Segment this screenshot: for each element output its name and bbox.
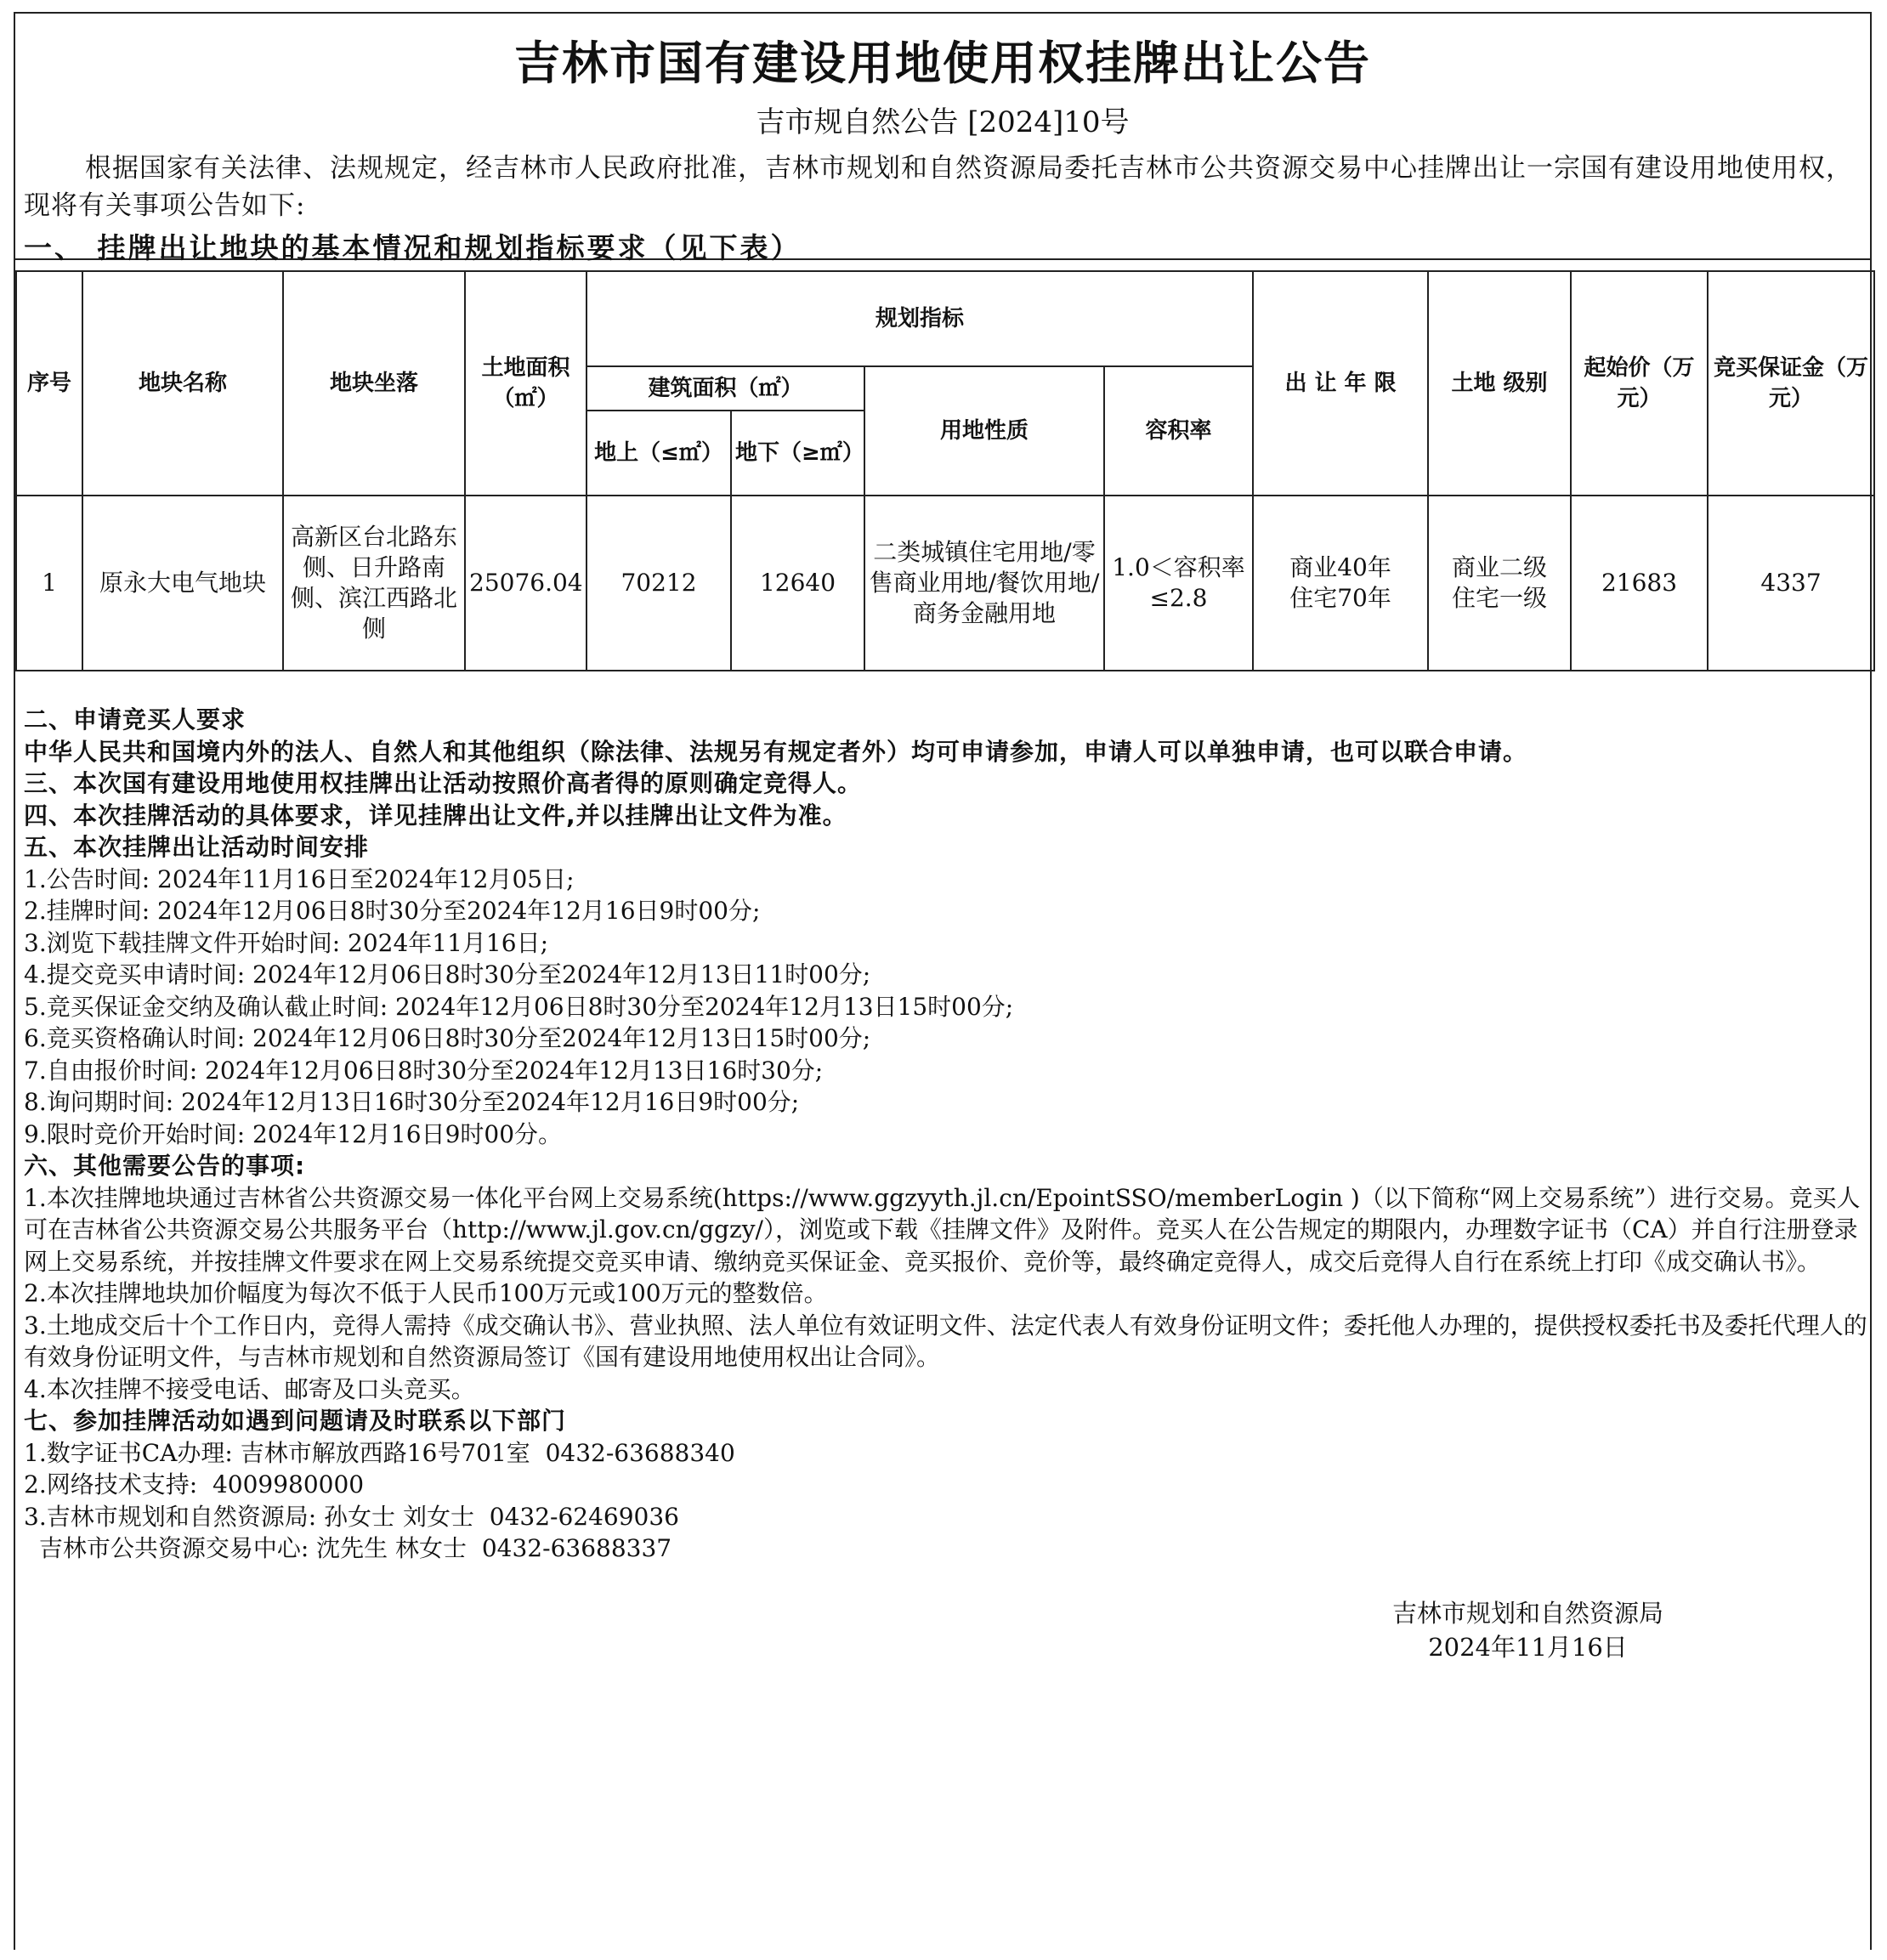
section-2-text: 中华人民共和国境内外的法人、自然人和其他组织（除法律、法规另有规定者外）均可申请参加，申请人可以单独申请，也可以联合申请。: [24, 737, 1528, 766]
notice-item: 1.本次挂牌地块通过吉林省公共资源交易一体化平台网上交易系统(https://www.ggzyyth.jl.cn/EpointSSO/memberLogin )（以下简称“网上交易系统”）进行交易。竞买人可在吉林省公共资源交易公共服务平台（http://www.jl.gov.cn/ggzy/），浏览或下载《挂牌文件》及附件。竞买人在公告规定的期限内，办理数字证书（CA）并自行注册登录网上交易系统，并按挂牌文件要求在网上交易系统提交竞买申请、缴纳竞买保证金、竞买报价、竞价等，最终确定竞得人，成交后竞得人自行在系统上打印《成交确认书》。: [24, 1183, 1861, 1276]
schedule-item: 3.浏览下载挂牌文件开始时间: 2024年11月16日;: [24, 928, 548, 957]
announcement-header: [15, 14, 1870, 264]
table-row: [16, 496, 1874, 671]
schedule-item: 4.提交竞买申请时间: 2024年12月06日8时30分至2024年12月13日11时00分;: [24, 960, 871, 988]
section-5-title: 五、本次挂牌出让活动时间安排: [24, 833, 370, 861]
cell-start-price: 21683: [1571, 496, 1708, 671]
document-number: 吉市规自然公告 [2024]10号: [756, 105, 1130, 139]
header-start-price: 起始价（万元）: [1571, 271, 1708, 496]
grade-commercial: 商业二级: [1452, 553, 1548, 581]
term-commercial: 商业40年: [1289, 553, 1391, 581]
announcement-body: [24, 704, 1868, 1565]
header-above-ground: 地上（≤㎡）: [586, 411, 731, 496]
header-planning-indicators: 规划指标: [586, 271, 1253, 366]
cell-land-area: 25076.04: [465, 496, 586, 671]
schedule-item: 2.挂牌时间: 2024年12月06日8时30分至2024年12月16日9时00分;: [24, 897, 761, 925]
cell-far: 1.0＜容积率≤2.8: [1104, 496, 1253, 671]
header-seq: 序号: [16, 271, 82, 496]
header-building-area: 建筑面积（㎡）: [586, 366, 864, 411]
section-6-title: 六、其他需要公告的事项:: [24, 1152, 306, 1180]
cell-parcel-name: 原永大电气地块: [82, 496, 283, 671]
land-parcel-table: [15, 270, 1875, 671]
section-3-title: 三、本次国有建设用地使用权挂牌出让活动按照价高者得的原则确定竞得人。: [24, 769, 863, 797]
header-parcel-name: 地块名称: [82, 271, 283, 496]
announcement-sheet: [14, 12, 1872, 1950]
section-7-title: 七、参加挂牌活动如遇到问题请及时联系以下部门: [24, 1407, 567, 1435]
intro-paragraph: 根据国家有关法律、法规规定，经吉林市人民政府批准，吉林市规划和自然资源局委托吉林市公共资源交易中心挂牌出让一宗国有建设用地使用权，现将有关事项公告如下:: [24, 153, 1853, 221]
cell-transfer-term: [1253, 496, 1428, 671]
signature-date: 2024年11月16日: [1428, 1633, 1628, 1662]
cell-above-ground: 70212: [586, 496, 731, 671]
signature-block: [1392, 1596, 1663, 1664]
contact-item: 1.数字证书CA办理: 吉林市解放西路16号701室 0432-63688340: [24, 1438, 735, 1467]
cell-below-ground: 12640: [731, 496, 864, 671]
section-4-title: 四、本次挂牌活动的具体要求，详见挂牌出让文件,并以挂牌出让文件为准。: [24, 801, 847, 830]
notice-item: 2.本次挂牌地块加价幅度为每次不低于人民币100万元或100万元的整数倍。: [24, 1279, 828, 1307]
cell-land-grade: [1428, 496, 1571, 671]
header-land-grade: 土地 级别: [1428, 271, 1571, 496]
contact-item: 3.吉林市规划和自然资源局: 孙女士 刘女士 0432-62469036: [24, 1502, 679, 1531]
header-deposit: 竞买保证金（万元）: [1708, 271, 1874, 496]
notice-item: 3.土地成交后十个工作日内，竞得人需持《成交确认书》、营业执照、法人单位有效证明文件、法定代表人有效身份证明文件；委托他人办理的，提供授权委托书及委托代理人的有效身份证明文件，与吉林市规划和自然资源局签订《国有建设用地使用权出让合同》。: [24, 1311, 1867, 1371]
cell-seq: 1: [16, 496, 82, 671]
schedule-item: 9.限时竞价开始时间: 2024年12月16日9时00分。: [24, 1119, 563, 1148]
header-land-use: 用地性质: [864, 366, 1104, 496]
contact-item: 吉林市公共资源交易中心: 沈先生 林女士 0432-63688337: [24, 1534, 672, 1562]
schedule-item: 6.竞买资格确认时间: 2024年12月06日8时30分至2024年12月13日15时00分;: [24, 1024, 871, 1052]
header-far: 容积率: [1104, 366, 1253, 496]
cell-deposit: 4337: [1708, 496, 1874, 671]
signature-org: 吉林市规划和自然资源局: [1392, 1599, 1664, 1628]
header-below-ground: 地下（≥㎡）: [731, 411, 864, 496]
schedule-item: 7.自由报价时间: 2024年12月06日8时30分至2024年12月13日16时30分;: [24, 1056, 824, 1085]
grade-residential: 住宅一级: [1452, 584, 1548, 612]
section-1-title: 一、 挂牌出让地块的基本情况和规划指标要求（见下表）: [24, 231, 802, 264]
contact-item: 2.网络技术支持: 4009980000: [24, 1470, 365, 1498]
section-2-title: 二、申请竞买人要求: [24, 705, 246, 734]
cell-location: 高新区台北路东侧、日升路南侧、滨江西路北侧: [283, 496, 465, 671]
header-land-area: 土地面积（㎡）: [465, 271, 586, 496]
schedule-item: 5.竞买保证金交纳及确认截止时间: 2024年12月06日8时30分至2024年12月13日15时00分;: [24, 992, 1014, 1021]
header-location: 地块坐落: [283, 271, 465, 496]
notice-item: 4.本次挂牌不接受电话、邮寄及口头竞买。: [24, 1374, 475, 1403]
cell-land-use: 二类城镇住宅用地/零售商业用地/餐饮用地/商务金融用地: [864, 496, 1104, 671]
header-transfer-term: 出 让 年 限: [1253, 271, 1428, 496]
schedule-item: 8.询问期时间: 2024年12月13日16时30分至2024年12月16日9时00分;: [24, 1088, 800, 1116]
term-residential: 住宅70年: [1289, 584, 1391, 612]
schedule-item: 1.公告时间: 2024年11月16日至2024年12月05日;: [24, 864, 575, 893]
page-title: 吉林市国有建设用地使用权挂牌出让公告: [514, 37, 1371, 90]
